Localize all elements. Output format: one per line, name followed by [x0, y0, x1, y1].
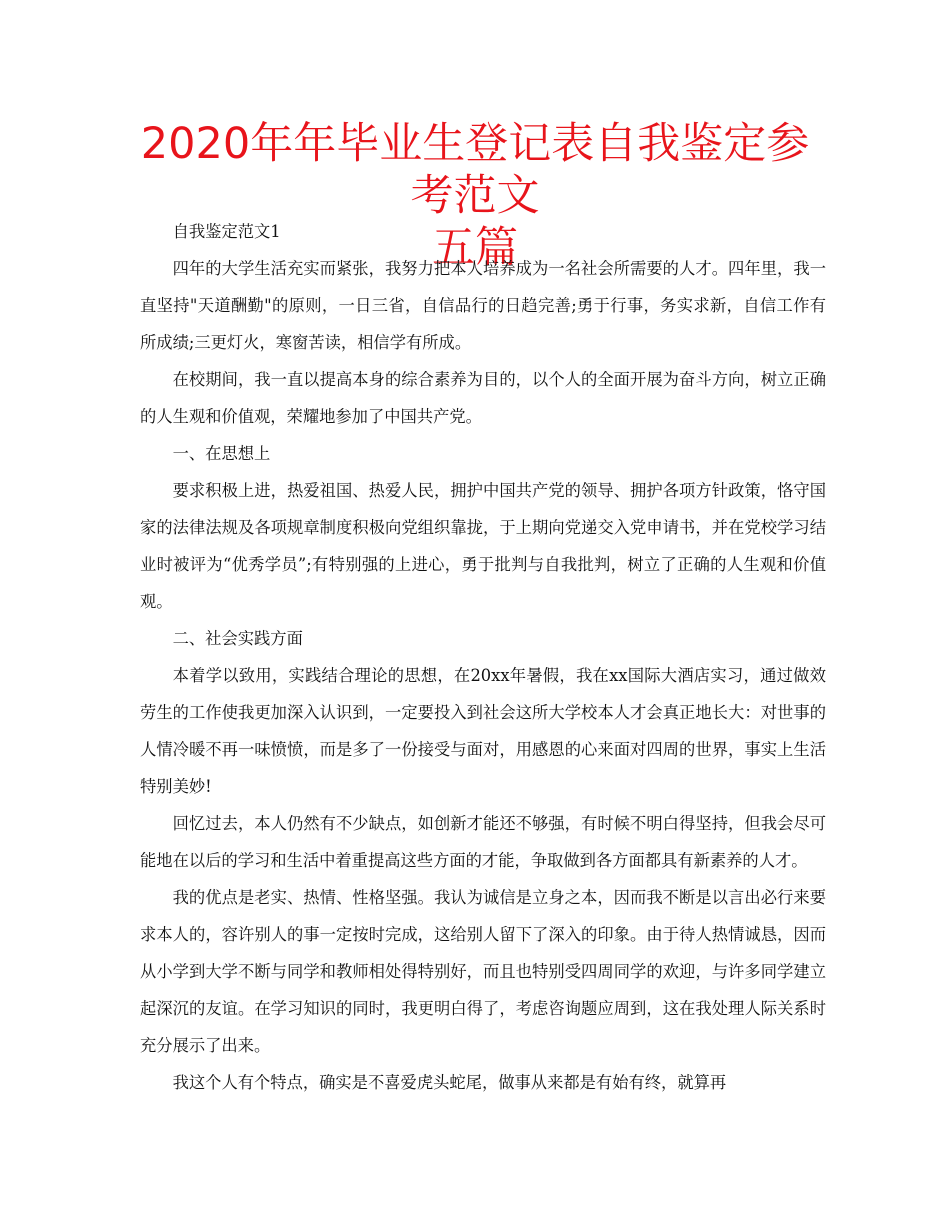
paragraph-7: 我这个人有个特点，确实是不喜爱虎头蛇尾，做事从来都是有始有终，就算再: [172, 1073, 727, 1092]
heading-social-practice: 二、社会实践方面: [172, 629, 303, 648]
heading-thought: 一、在思想上: [172, 444, 271, 463]
paragraph-3: 要求积极上进，热爱祖国、热爱人民，拥护中国共产党的领导、拥护各项方针政策，恪守国家的法律法规及各项规章制度积极向党组织靠拢，于上期向党递交入党申请书，并在党校学习结业时被评为“优秀学员”;有特别强的上进心，勇于批判与自我批判，树立了正确的人生观和价值观。: [140, 481, 826, 611]
title-line-2: 五篇: [432, 223, 518, 273]
document-body: [140, 213, 826, 1101]
paragraph-2: 在校期间，我一直以提高本身的综合素养为目的，以个人的全面开展为奋斗方向，树立正确的人生观和价值观，荣耀地参加了中国共产党。: [140, 370, 826, 426]
section-label: 自我鉴定范文1: [172, 222, 281, 241]
paragraph-4: 本着学以致用，实践结合理论的思想，在20xx年暑假，我在xx国际大酒店实习，通过做效劳生的工作使我更加深入认识到，一定要投入到社会这所大学校本人才会真正地长大：对世事的人情冷暖不再一味愤愤，而是多了一份接受与面对，用感恩的心来面对四周的世界，事实上生活特别美妙!: [140, 666, 826, 796]
title-line-1: 2020年年毕业生登记表自我鉴定参考范文: [140, 119, 810, 221]
paragraph-6: 我的优点是老实、热情、性格坚强。我认为诚信是立身之本，因而我不断是以言出必行来要求本人的，容许别人的事一定按时完成，这给别人留下了深入的印象。由于待人热情诚恳，因而从小学到大学不断与同学和教师相处得特别好，而且也特别受四周同学的欢迎，与许多同学建立起深沉的友谊。在学习知识的同时，我更明白得了，考虑咨询题应周到，这在我处理人际关系时充分展示了出来。: [140, 888, 826, 1055]
paragraph-5: 回忆过去，本人仍然有不少缺点，如创新才能还不够强，有时候不明白得坚持，但我会尽可能地在以后的学习和生活中着重提高这些方面的才能，争取做到各方面都具有新素养的人才。: [140, 814, 826, 870]
paragraph-1: 四年的大学生活充实而紧张，我努力把本人培养成为一名社会所需要的人才。四年里，我一直坚持"天道酬勤"的原则，一日三省，自信品行的日趋完善;勇于行事，务实求新，自信工作有所成绩;三更灯火，寒窗苦读，相信学有所成。: [140, 259, 826, 352]
